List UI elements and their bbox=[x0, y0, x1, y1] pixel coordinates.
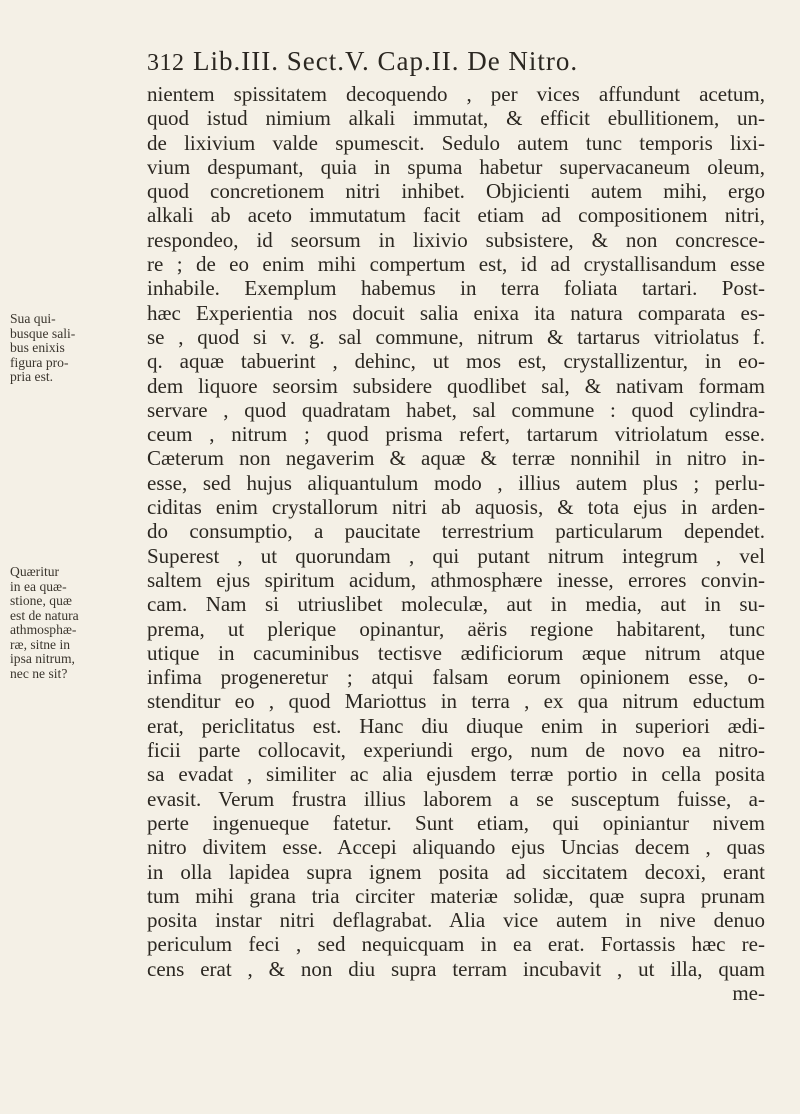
text-line: perte ingenueque fatetur. Sunt etiam, qui opiniantur nivem bbox=[147, 810, 765, 835]
text-line: inhabile. Exemplum habemus in terra foliata tartari. Post- bbox=[147, 276, 765, 301]
text-line: ciditas enim crystallorum nitri ab aquosis, & tota ejus in arden- bbox=[147, 495, 765, 520]
text-line: nitro divitem esse. Accepi aliquando ejus Uncias decem , quas bbox=[147, 835, 765, 860]
margin-note-sua-quibusque bbox=[10, 312, 138, 385]
text-line: de lixivium valde spumescit. Sedulo autem tunc temporis lixi- bbox=[147, 130, 765, 155]
margin-note-line: nec ne sit? bbox=[10, 665, 68, 681]
text-line: saltem ejus spiritum acidum, athmosphære inesse, errores convin- bbox=[147, 567, 765, 592]
text-line: posita instar nitri deflagrabat. Alia vice autem in nive denuo bbox=[147, 908, 765, 933]
text-line: in olla lapidea supra ignem posita ad siccitatem decoxi, erant bbox=[147, 859, 765, 884]
text-line: re ; de eo enim mihi compertum est, id ad crystallisandum esse bbox=[147, 252, 765, 277]
running-title: Lib.III. Sect.V. Cap.II. De Nitro. bbox=[193, 46, 579, 76]
margin-note-line: athmosphæ- bbox=[10, 622, 77, 637]
page-number: 312 bbox=[147, 50, 185, 76]
margin-note-line: bus enixis bbox=[10, 340, 65, 355]
text-line: vium despumant, quia in spuma habetur supervacaneum oleum, bbox=[147, 154, 765, 179]
text-line: infima progeneretur ; atqui falsam eorum opinionem esse, o- bbox=[147, 665, 765, 690]
margin-note-line: est de natura bbox=[10, 607, 79, 623]
text-line: quod concretionem nitri inhibet. Objicienti autem mihi, ergo bbox=[147, 179, 765, 204]
text-line: q. aquæ tabuerint , dehinc, ut mos est, crystallizentur, in eo- bbox=[147, 349, 765, 374]
text-line: dem liquore seorsim subsidere quodlibet sal, & nativam formam bbox=[147, 373, 765, 398]
margin-note-line: Quæritur bbox=[10, 564, 60, 579]
margin-note-line: stione, quæ bbox=[10, 593, 72, 608]
text-line: ceum , nitrum ; quod prisma refert, tartarum vitriolatum esse. bbox=[147, 422, 765, 447]
text-line: tum mihi grana tria circiter materiæ solidæ, quæ supra prunam bbox=[147, 883, 765, 908]
text-line: hæc Experientia nos docuit salia enixa ita natura comparata es- bbox=[147, 300, 765, 325]
text-line: cens erat , & non diu supra terram incubavit , ut illa, quam bbox=[147, 956, 765, 981]
body-text bbox=[147, 82, 765, 1005]
margin-note-line: ipsa nitrum, bbox=[10, 651, 75, 666]
margin-note-line: Sua qui- bbox=[10, 311, 56, 326]
margin-note-line: in ea quæ- bbox=[10, 578, 67, 594]
text-line: erat, periclitatus est. Hanc diu diuque enim in superiori ædi- bbox=[147, 713, 765, 738]
text-line: servare , quod quadratam habet, sal commune : quod cylindra- bbox=[147, 397, 765, 422]
text-line: se , quod si v. g. sal commune, nitrum & tartarus vitriolatus f. bbox=[147, 324, 765, 349]
margin-note-line: busque sali- bbox=[10, 325, 76, 341]
text-line: stenditur eo , quod Mariottus in terra , ex qua nitrum eductum bbox=[147, 689, 765, 714]
text-line: esse, sed hujus aliquantulum modo , illius autem plus ; perlu- bbox=[147, 470, 765, 495]
margin-note-line: figura pro- bbox=[10, 354, 69, 370]
text-line: alkali ab aceto immutatum facit etiam ad compositionem nitri, bbox=[147, 203, 765, 228]
text-line: cam. Nam si utriuslibet moleculæ, aut in media, aut in su- bbox=[147, 592, 765, 617]
text-line: quod istud nimium alkali immutat, & efficit ebullitionem, un- bbox=[147, 106, 765, 131]
text-line: me- bbox=[732, 980, 765, 1005]
text-line: ficii parte collocavit, experiundi ergo, num de novo ea nitro- bbox=[147, 738, 765, 763]
text-line: utique in cacuminibus tectisve ædificiorum æque nitrum atque bbox=[147, 640, 765, 665]
text-line: Superest , ut quorundam , qui putant nitrum integrum , vel bbox=[147, 543, 765, 568]
text-line: sa evadat , similiter ac alia ejusdem terræ portio in cella posita bbox=[147, 762, 765, 787]
text-line: prema, ut plerique opinantur, aëris regione habitarent, tunc bbox=[147, 616, 765, 641]
margin-note-line: ræ, sitne in bbox=[10, 636, 71, 652]
text-line: respondeo, id seorsum in lixivio subsistere, & non concresce- bbox=[147, 227, 765, 252]
text-line: nientem spissitatem decoquendo , per vices affundunt acetum, bbox=[147, 82, 765, 106]
page-header bbox=[147, 46, 727, 82]
text-line: periculum feci , sed nequicquam in ea erat. Fortassis hæc re- bbox=[147, 932, 765, 957]
text-line: Cæterum non negaverim & aquæ & terræ nonnihil in nitro in- bbox=[147, 446, 765, 471]
text-line: do consumptio, a paucitate terrestrium particularum dependet. bbox=[147, 519, 765, 544]
text-line: evasit. Verum frustra illius laborem a se susceptum fuisse, a- bbox=[147, 786, 765, 811]
margin-note-quaeritur bbox=[10, 565, 138, 681]
margin-note-line: pria est. bbox=[10, 369, 54, 384]
